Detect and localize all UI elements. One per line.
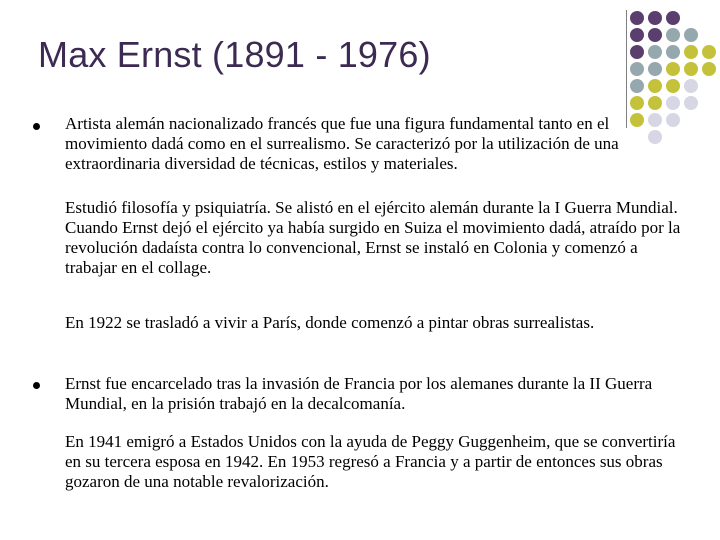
bullet-icon: [33, 123, 40, 130]
decorative-dot: [684, 28, 698, 42]
paragraph-usa: En 1941 emigró a Estados Unidos con la ayuda de Peggy Guggenheim, que se convertiría en su tercera esposa en 1942. En 1953 regresó a Francia y a partir de entonces sus obras gozaron de una notable revalorización.: [65, 432, 676, 491]
decorative-dot: [648, 28, 662, 42]
decorative-dot: [648, 96, 662, 110]
decorative-dot: [648, 79, 662, 93]
decorative-dot: [666, 96, 680, 110]
decorative-dot: [684, 45, 698, 59]
decorative-dot: [666, 11, 680, 25]
decorative-dot: [666, 79, 680, 93]
decorative-dot: [630, 79, 644, 93]
decorative-dot: [666, 28, 680, 42]
paragraph-paris: En 1922 se trasladó a vivir a París, donde comenzó a pintar obras surrealistas.: [65, 313, 595, 332]
decorative-vertical-line: [626, 10, 627, 128]
decorative-dot: [684, 79, 698, 93]
decorative-dot: [648, 62, 662, 76]
decorative-dot: [648, 11, 662, 25]
paragraph-prison: Ernst fue encarcelado tras la invasión de Francia por los alemanes durante la II Guerra Mundial, en la prisión trabajó en la decalcomanía.: [65, 374, 653, 413]
decorative-dot: [684, 62, 698, 76]
decorative-dot: [630, 62, 644, 76]
decorative-dot: [630, 96, 644, 110]
decorative-dot: [666, 45, 680, 59]
decorative-dot: [702, 62, 716, 76]
paragraph-studies: Estudió filosofía y psiquiatría. Se alistó en el ejército alemán durante la I Guerra Mundial. Cuando Ernst dejó el ejército ya había surgido en Suiza el movimiento dadá, atraído por la revolución dadaísta contra lo convencional, Ernst se instaló en Colonia y comenzó a trabajar en el collage.: [65, 198, 681, 277]
decorative-dot: [684, 96, 698, 110]
decorative-dot: [666, 62, 680, 76]
decorative-dot: [702, 45, 716, 59]
bullet-icon: [33, 382, 40, 389]
decorative-dot: [630, 11, 644, 25]
decorative-dot: [630, 45, 644, 59]
slide-title: Max Ernst (1891 - 1976): [38, 34, 431, 75]
decorative-dot: [630, 28, 644, 42]
paragraph-intro: Artista alemán nacionalizado francés que fue una figura fundamental tanto en el movimiento dadá como en el surrealismo. Se caracterizó por la utilización de una extraordinaria diversidad de técnicas, estilos y materiales.: [65, 114, 619, 173]
decorative-dot: [648, 45, 662, 59]
